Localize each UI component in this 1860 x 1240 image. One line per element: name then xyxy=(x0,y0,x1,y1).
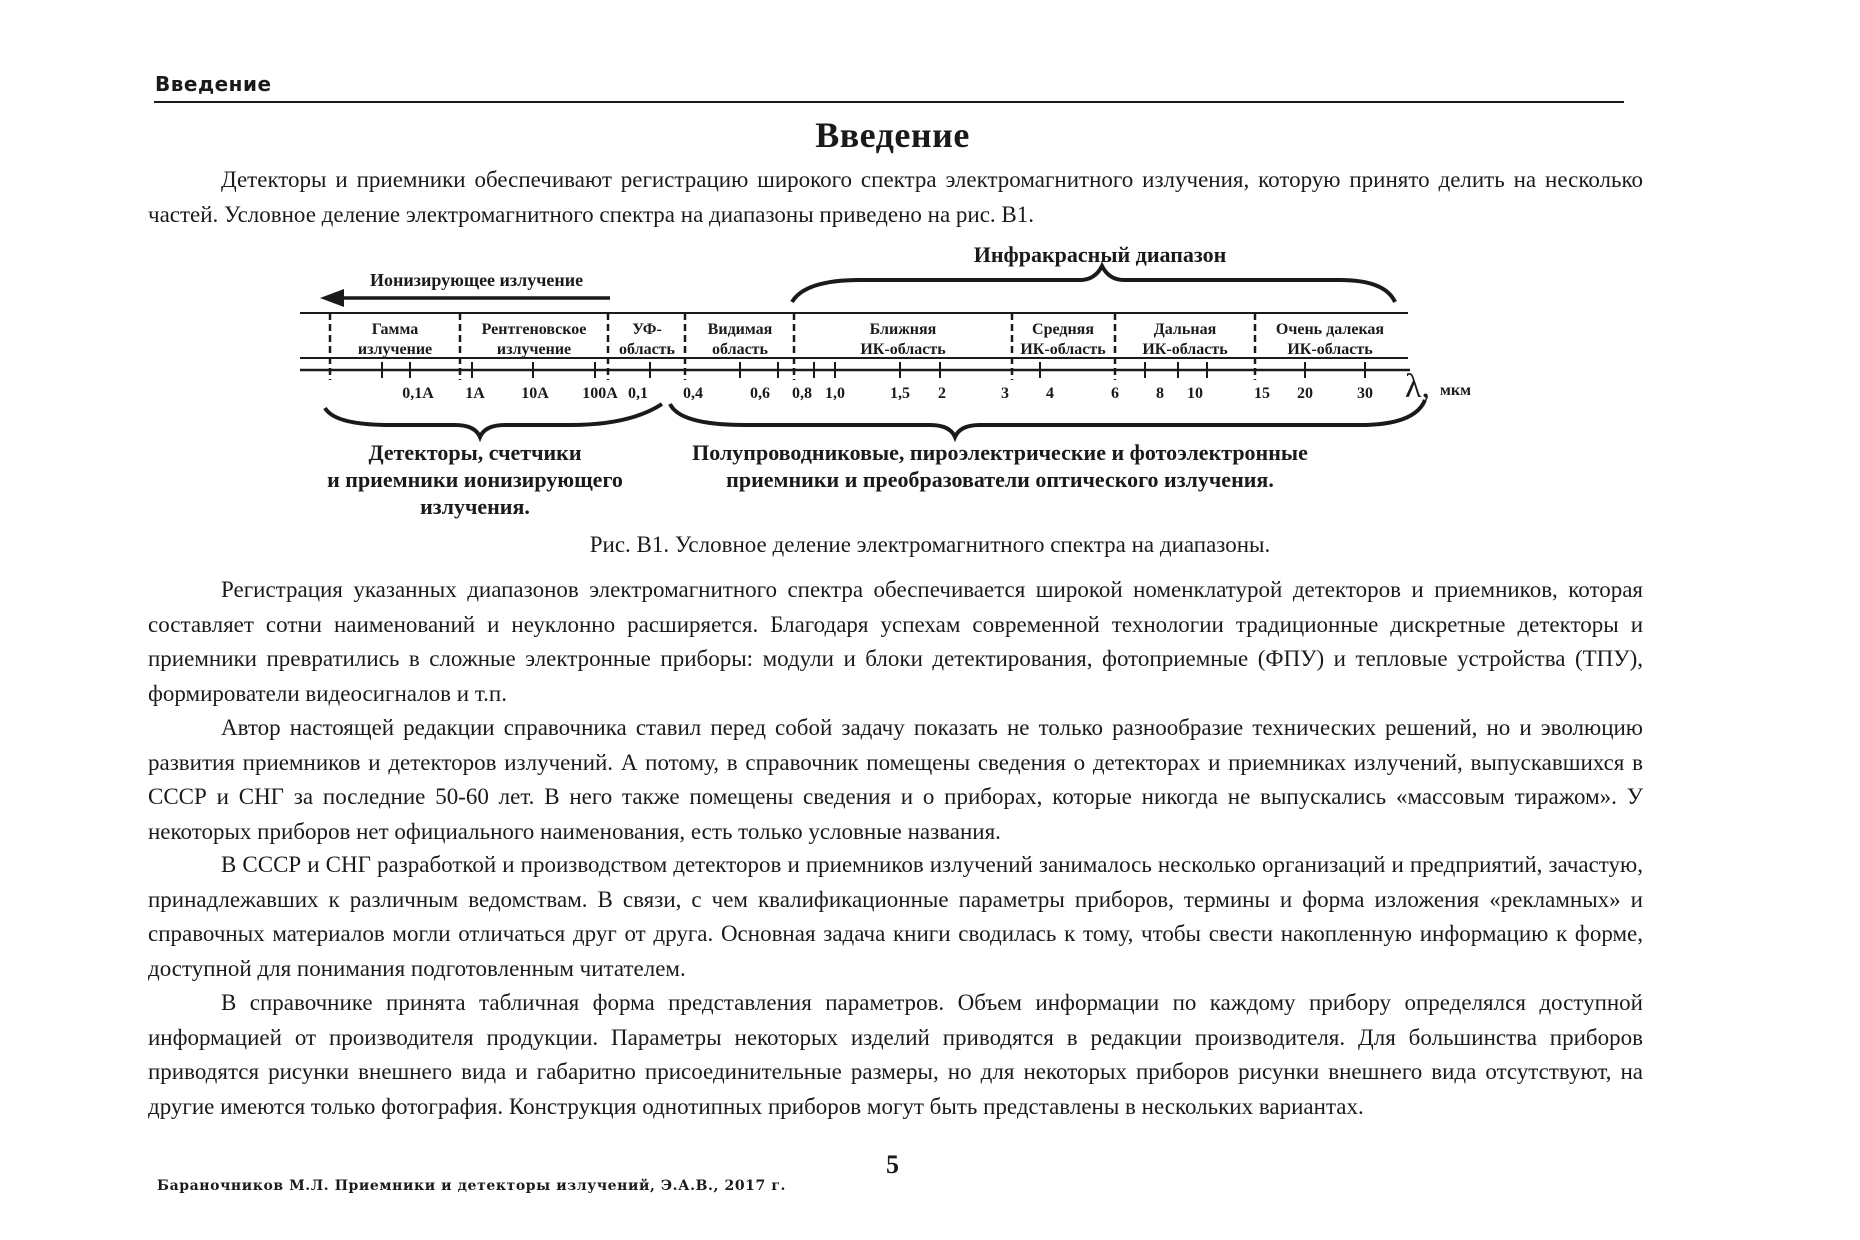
ionizing-group-line3: излучения. xyxy=(420,494,530,519)
ionizing-group-line2: и приемники ионизирующего xyxy=(327,467,623,492)
scale-label-11: 3 xyxy=(1001,385,1009,402)
ionizing-detectors-brace xyxy=(325,404,662,437)
running-header: Введение xyxy=(155,72,272,96)
page-title: Введение xyxy=(815,115,970,155)
paragraph-2: Регистрация указанных диапазонов электромагнитного спектра обеспечивается широкой номенклатурой детекторов и приемников, которая составляет сотни наименований и неуклонно расширяется. Благодаря успехам современной технологии традиционные дискретные детекторы и приемники превратились в сложные электронные приборы: модули и блоки детектирования, фотоприемные (ФПУ) и тепловые устройства (ТПУ), формирователи видеосигналов и т.п. xyxy=(148,577,1643,706)
paragraph-4: В СССР и СНГ разработкой и производством детекторов и приемников излучений занималось несколько организаций и предприятий, зачастую, принадлежавших к различным ведомствам. В связи, с чем квалификационные параметры приборов, термины и форма изложения «рекламных» и справочных материалов могли отличаться друг от друга. Основная задача книги сводилась к тому, чтобы свести накопленную информацию к форме, доступной для понимания подготовленным читателем. xyxy=(148,852,1643,981)
band-very-far-ir-line1: Очень далекая xyxy=(1275,321,1385,338)
scale-label-12: 4 xyxy=(1046,385,1054,402)
band-visible-line1: Видимая xyxy=(707,321,773,338)
footer-citation: Бараночников М.Л. Приемники и детекторы излучений, Э.А.В., 2017 г. xyxy=(157,1178,786,1194)
band-near-ir-line1: Ближняя xyxy=(869,321,937,338)
ionizing-group-line1: Детекторы, счетчики xyxy=(368,440,582,465)
header-rule xyxy=(154,101,1624,103)
scale-label-17: 20 xyxy=(1297,385,1313,402)
band-far-ir-line1: Дальная xyxy=(1153,321,1217,338)
scale-label-14: 8 xyxy=(1156,385,1164,402)
band-xray-line2: излучение xyxy=(496,341,572,358)
optical-group-line1: Полупроводниковые, пироэлектрические и фотоэлектронные xyxy=(692,440,1308,465)
band-mid-ir-line2: ИК-область xyxy=(1020,341,1106,358)
scale-label-2: 10А xyxy=(521,385,549,402)
band-gamma-line1: Гамма xyxy=(371,321,419,338)
infrared-range-label: Инфракрасный диапазон xyxy=(973,242,1227,267)
spectrum-figure xyxy=(300,240,1472,530)
scale-label-5: 0,4 xyxy=(683,385,703,402)
scale-label-15: 10 xyxy=(1187,385,1203,402)
optical-receivers-brace xyxy=(670,400,1425,437)
scale-label-6: 0,6 xyxy=(750,385,770,402)
scale-label-4: 0,1 xyxy=(628,385,648,402)
scale-label-3: 100А xyxy=(582,385,618,402)
band-uv-line2: область xyxy=(619,341,675,358)
scale-label-9: 1,5 xyxy=(890,385,910,402)
ionizing-arrow-head xyxy=(320,289,344,307)
band-very-far-ir-line2: ИК-область xyxy=(1287,341,1373,358)
scale-label-13: 6 xyxy=(1111,385,1119,402)
scale-label-18: 30 xyxy=(1357,385,1373,402)
paragraph-5: В справочнике принята табличная форма представления параметров. Объем информации по каждому прибору определялся доступной информацией от производителя продукции. Параметры некоторых изделий приводятся в редакции производителя. Для большинства приборов приводятся рисунки внешнего вида и габаритно присоединительные размеры, но для некоторых приборов рисунки внешнего вида отсутствуют, на другие имеются только фотография. Конструкция однотипных приборов могут быть представлены в нескольких вариантах. xyxy=(148,990,1643,1119)
band-uv-line1: УФ- xyxy=(632,321,662,338)
optical-group-line2: приемники и преобразователи оптического излучения. xyxy=(726,467,1274,492)
band-visible-line2: область xyxy=(712,341,768,358)
band-far-ir-line2: ИК-область xyxy=(1142,341,1228,358)
scale-label-1: 1А xyxy=(465,385,485,402)
band-mid-ir-line1: Средняя xyxy=(1032,321,1094,338)
band-gamma-line2: излучение xyxy=(357,341,433,358)
paragraph-3: Автор настоящей редакции справочника ставил перед собой задачу показать не только разнообразие технических решений, но и эволюцию развития приемников и детекторов излучений. А потому, в справочник помещены сведения о детекторах и приемниках излучений, выпускавшихся в СССР и СНГ за последние 50-60 лет. В него также помещены сведения и о приборах, которые никогда не выпускались «массовым тиражом». У некоторых приборов нет официального наименования, есть только условные названия. xyxy=(148,715,1643,844)
ionizing-radiation-label: Ионизирующее излучение xyxy=(370,270,584,290)
scale-label-0: 0,1А xyxy=(402,385,434,402)
scale-label-8: 1,0 xyxy=(825,385,845,402)
figure-caption: Рис. В1. Условное деление электромагнитного спектра на диапазоны. xyxy=(589,532,1271,557)
paragraph-1: Детекторы и приемники обеспечивают регистрацию широкого спектра электромагнитного излучения, которую принято делить на несколько частей. Условное деление электромагнитного спектра на диапазоны приведено на рис. В1. xyxy=(148,167,1643,227)
scale-label-10: 2 xyxy=(938,385,946,402)
band-xray-line1: Рентгеновское xyxy=(481,321,587,338)
wavelength-symbol: λ, xyxy=(1405,368,1430,405)
scale-label-7: 0,8 xyxy=(792,385,812,402)
infrared-brace xyxy=(792,266,1395,302)
scale-label-16: 15 xyxy=(1254,385,1270,402)
wavelength-unit: мкм xyxy=(1440,382,1472,399)
band-near-ir-line2: ИК-область xyxy=(860,341,946,358)
spectrum-diagram xyxy=(300,240,1472,530)
page-number: 5 xyxy=(886,1150,899,1179)
